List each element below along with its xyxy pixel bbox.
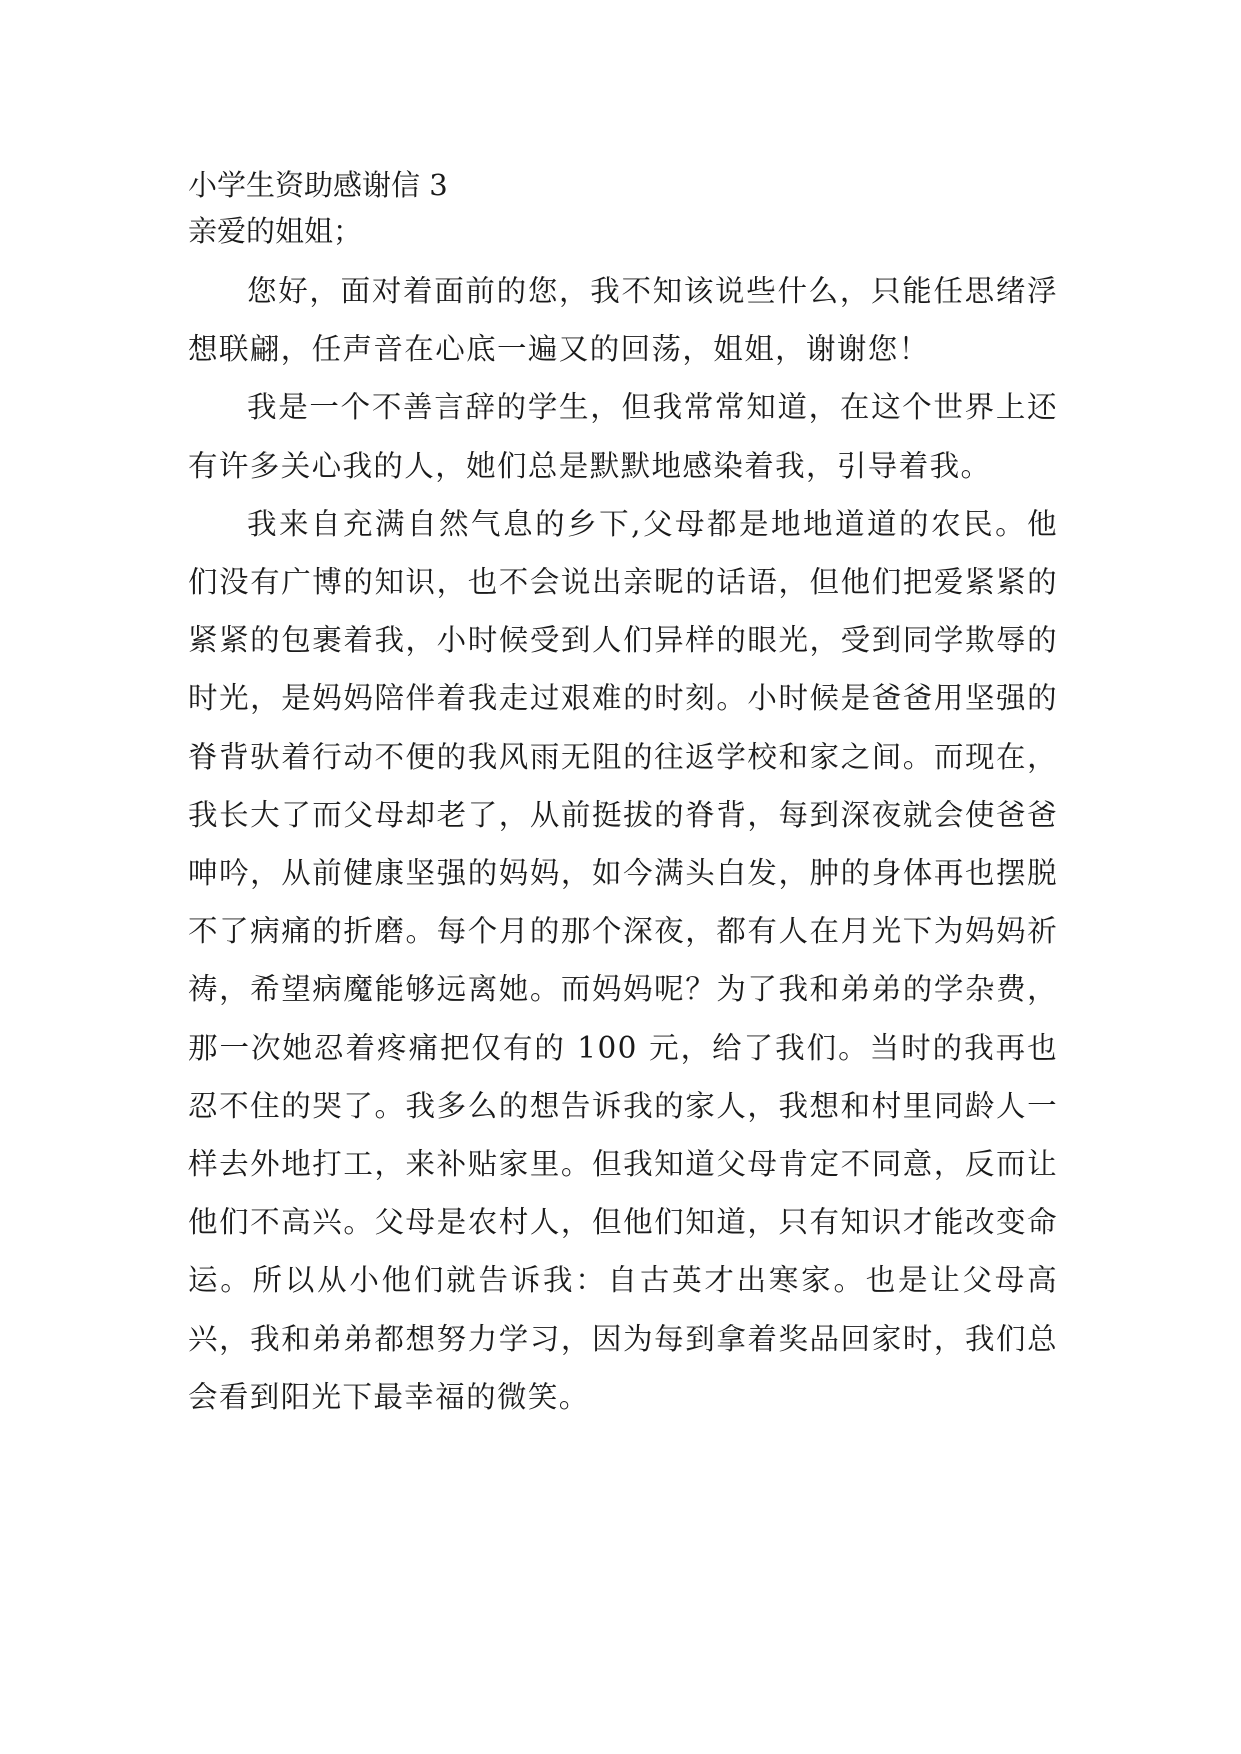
paragraph: 您好，面对着面前的您，我不知该说些什么，只能任思绪浮想联翩，任声音在心底一遍又的回荡，姐姐，谢谢您！ bbox=[188, 274, 1058, 367]
paragraph: 我来自充满自然气息的乡下,父母都是地地道道的农民。他们没有广博的知识，也不会说出亲昵的话语，但他们把爱紧紧的紧紧的包裹着我，小时候受到人们异样的眼光，受到同学欺辱的时光，是妈妈陪伴着我走过艰难的时刻。小时候是爸爸用坚强的脊背驮着行动不便的我风雨无阻的往返学校和家之间。而现在，我长大了而父母却老了，从前挺拔的脊背，每到深夜就会使爸爸呻吟，从前健康坚强的妈妈，如今满头白发，肿的身体再也摆脱不了病痛的折磨。每个月的那个深夜，都有人在月光下为妈妈祈祷，希望病魔能够远离她。而妈妈呢？为了我和弟弟的学杂费，那一次她忍着疼痛把仅有的 100 元，给了我们。当时的我再也忍不住的哭了。我多么的想告诉我的家人，我想和村里同龄人一样去外地打工，来补贴家里。但我知道父母肯定不同意，反而让他们不高兴。父母是农村人，但他们知道，只有知识才能改变命运。所以从小他们就告诉我：自古英才出寒家。也是让父母高兴，我和弟弟都想努力学习，因为每到拿着奖品回家时，我们总会看到阳光下最幸福的微笑。 bbox=[188, 506, 1058, 1414]
letter-body bbox=[188, 262, 1058, 1426]
salutation: 亲爱的姐姐； bbox=[188, 214, 363, 248]
paragraph: 我是一个不善言辞的学生，但我常常知道，在这个世界上还有许多关心我的人，她们总是默默地感染着我，引导着我。 bbox=[188, 390, 1058, 483]
document-title: 小学生资助感谢信 3 bbox=[188, 168, 448, 202]
